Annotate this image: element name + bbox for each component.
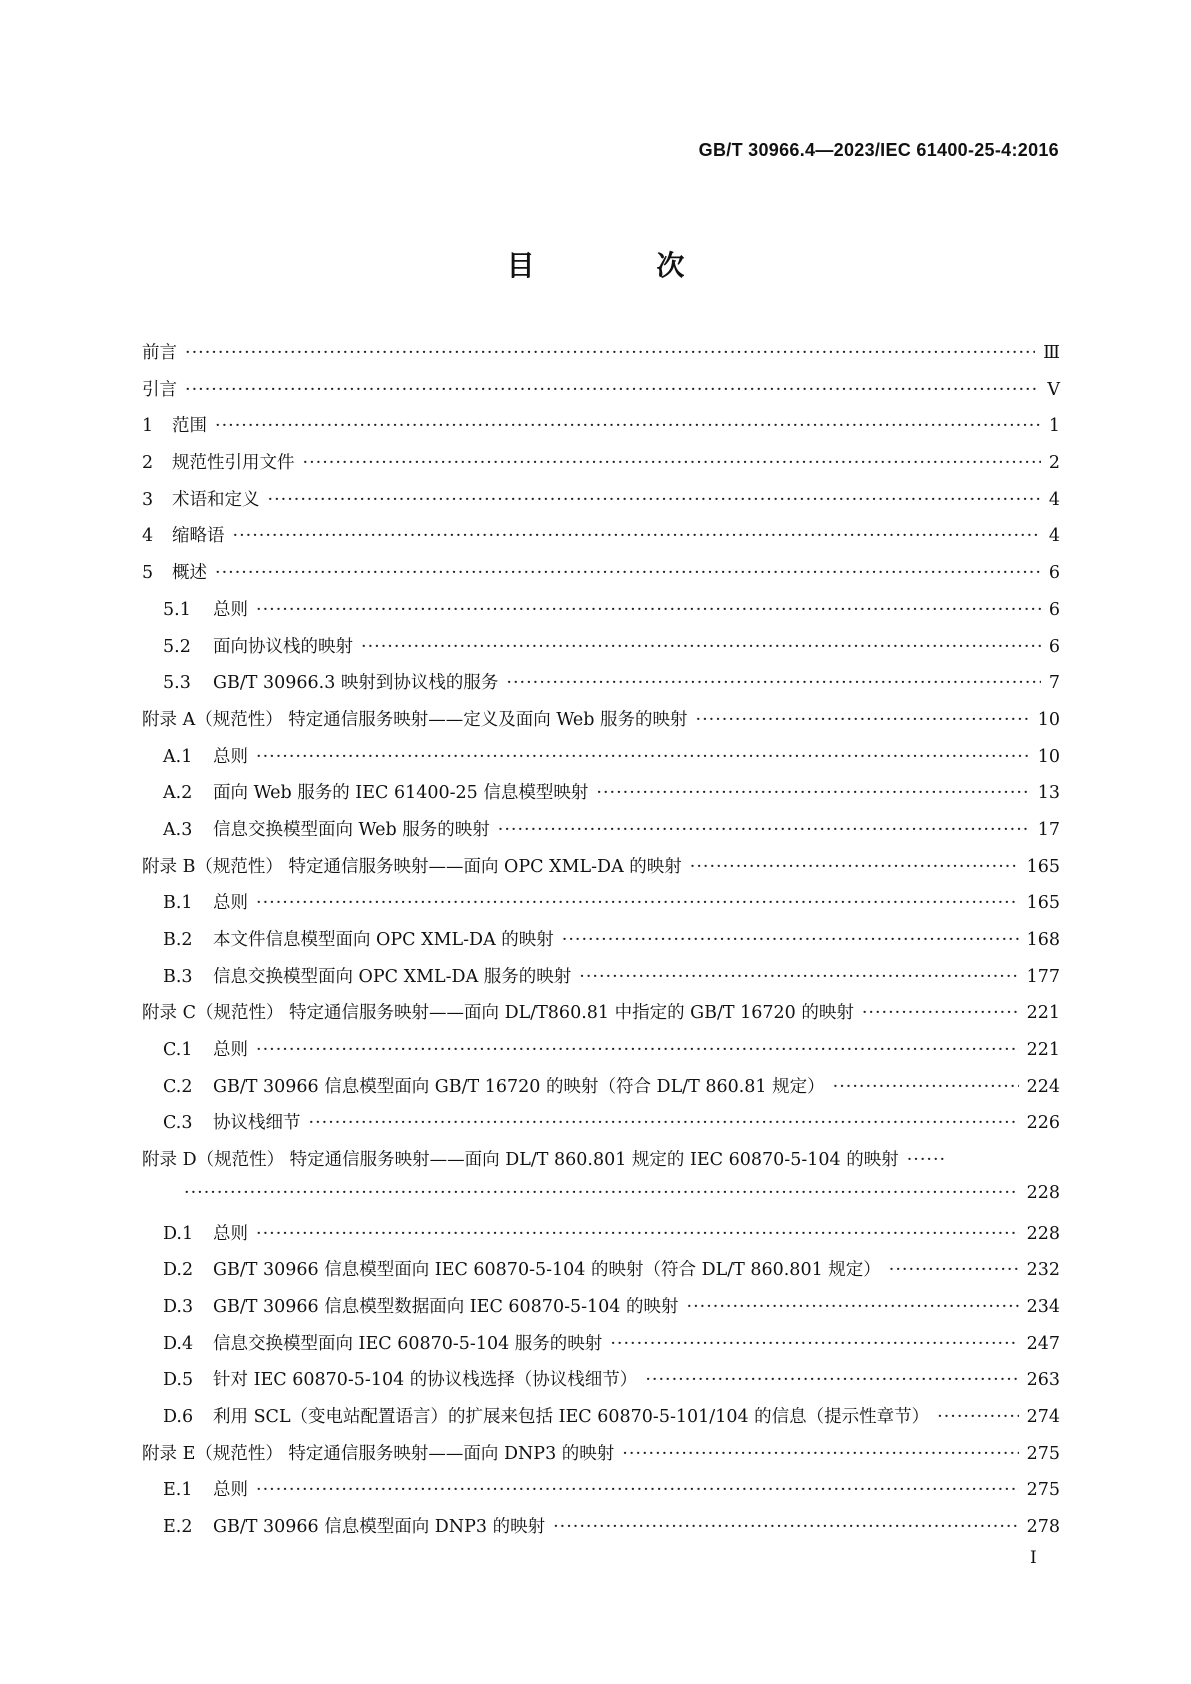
toc-entry-page: 221 — [1026, 1040, 1060, 1061]
leader-dots — [690, 857, 1019, 877]
toc-entry-page: 6 — [1048, 563, 1060, 584]
toc-entry-label: 规范性引用文件 — [172, 453, 295, 474]
toc-entry[interactable] — [142, 376, 1060, 413]
toc-entry-page: 7 — [1048, 673, 1060, 694]
toc-entry[interactable] — [142, 1036, 1060, 1073]
leader-dots — [833, 1077, 1019, 1097]
leader-dots — [889, 1260, 1019, 1280]
toc-entry[interactable] — [142, 596, 1060, 633]
toc-entry-label: 附录 E（规范性） 特定通信服务映射——面向 DNP3 的映射 — [142, 1443, 615, 1464]
toc-entry-label: 概述 — [172, 563, 207, 584]
toc-entry-annex-continuation — [142, 1183, 1060, 1220]
toc-entry-label: 总则 — [213, 746, 248, 767]
toc-entry-label: 面向协议栈的映射 — [213, 636, 353, 657]
toc-entry-number: A.2 — [163, 783, 193, 804]
toc-entry-label: 总则 — [213, 893, 248, 914]
leader-dots — [256, 893, 1019, 913]
toc-entry[interactable] — [142, 1220, 1060, 1257]
toc-entry[interactable] — [142, 1109, 1060, 1146]
toc-entry-label: 范围 — [172, 416, 207, 437]
toc-entry[interactable] — [142, 449, 1060, 486]
toc-entry-label: 附录 B（规范性） 特定通信服务映射——面向 OPC XML-DA 的映射 — [142, 856, 682, 877]
toc-entry-annex[interactable] — [142, 1440, 1060, 1477]
table-of-contents — [142, 339, 1060, 1550]
leader-dots — [562, 930, 1019, 950]
toc-entry-number: D.4 — [163, 1333, 194, 1354]
leader-dots — [506, 673, 1040, 693]
toc-entry-page: 278 — [1026, 1517, 1060, 1537]
leader-dots — [907, 1150, 947, 1170]
leader-dots — [215, 416, 1041, 436]
toc-entry[interactable] — [142, 926, 1060, 963]
toc-entry-page: 247 — [1026, 1333, 1060, 1354]
toc-entry-number: 4 — [142, 526, 154, 547]
toc-entry-annex[interactable] — [142, 1146, 1060, 1183]
standard-number: GB/T 30966.4—2023/IEC 61400-25-4:2016 — [698, 140, 1059, 160]
toc-entry-page: 221 — [1026, 1003, 1060, 1024]
toc-entry[interactable] — [142, 1256, 1060, 1293]
toc-entry-page: 10 — [1037, 746, 1060, 767]
toc-entry-number: E.1 — [163, 1480, 193, 1501]
toc-entry[interactable] — [142, 339, 1060, 376]
leader-dots — [498, 820, 1030, 840]
toc-entry-page: 4 — [1048, 489, 1060, 510]
toc-entry-label: 总则 — [213, 1480, 248, 1501]
toc-entry-number: 2 — [142, 453, 154, 474]
toc-entry-page: 17 — [1037, 819, 1060, 840]
leader-dots — [256, 1224, 1019, 1244]
leader-dots — [233, 526, 1041, 546]
toc-entry-page: 168 — [1026, 930, 1060, 950]
toc-entry-page: 6 — [1048, 636, 1060, 657]
toc-entry-label: GB/T 30966 信息模型数据面向 IEC 60870-5-104 的映射 — [213, 1296, 679, 1317]
leader-dots — [184, 1183, 1019, 1203]
toc-entry-page: 165 — [1026, 856, 1060, 877]
leader-dots — [687, 1297, 1019, 1317]
toc-entry-page: 274 — [1026, 1406, 1060, 1427]
toc-entry-number: D.3 — [163, 1296, 194, 1317]
toc-entry-number: D.6 — [163, 1406, 194, 1427]
toc-entry-number: E.2 — [163, 1517, 193, 1537]
toc-entry[interactable] — [142, 1403, 1060, 1440]
toc-entry-label: GB/T 30966 信息模型面向 GB/T 16720 的映射（符合 DL/T 860.81 规定） — [213, 1076, 825, 1097]
leader-dots — [579, 967, 1018, 987]
leader-dots — [862, 1003, 1019, 1023]
toc-entry-page: 263 — [1026, 1370, 1060, 1391]
toc-entry-label: 总则 — [213, 1223, 248, 1244]
toc-entry-annex[interactable] — [142, 999, 1060, 1036]
toc-entry-page: 275 — [1026, 1443, 1060, 1464]
toc-entry-number: 5 — [142, 563, 154, 584]
leader-dots — [256, 600, 1041, 620]
toc-entry[interactable] — [142, 669, 1060, 706]
leader-dots — [256, 1040, 1019, 1060]
toc-entry-page: 6 — [1048, 599, 1060, 620]
toc-entry[interactable] — [142, 1513, 1060, 1550]
toc-entry-number: A.1 — [163, 746, 193, 767]
toc-entry-annex[interactable] — [142, 853, 1060, 890]
toc-entry-label: 针对 IEC 60870-5-104 的协议栈选择（协议栈细节） — [213, 1370, 638, 1391]
toc-entry-page: 10 — [1037, 709, 1060, 730]
leader-dots — [622, 1444, 1018, 1464]
toc-entry-page: 275 — [1026, 1480, 1060, 1501]
toc-entry-page: Ⅴ — [1047, 379, 1060, 400]
leader-dots — [185, 380, 1039, 400]
toc-entry-label: 附录 D（规范性） 特定通信服务映射——面向 DL/T 860.801 规定的 IEC 60870-5-104 的映射 — [142, 1150, 899, 1171]
toc-entry-page: 228 — [1026, 1182, 1060, 1203]
leader-dots — [215, 563, 1041, 583]
toc-entry-page: 228 — [1026, 1223, 1060, 1244]
leader-dots — [696, 710, 1030, 730]
toc-entry-number: 3 — [142, 489, 154, 510]
toc-entry-label: 附录 C（规范性） 特定通信服务映射——面向 DL/T860.81 中指定的 GB/T 16720 的映射 — [142, 1003, 854, 1024]
leader-dots — [937, 1407, 1018, 1427]
toc-entry-label: 引言 — [142, 379, 177, 400]
toc-entry[interactable] — [142, 1476, 1060, 1513]
toc-entry-label: GB/T 30966.3 映射到协议栈的服务 — [213, 673, 499, 694]
toc-entry-number: D.2 — [163, 1260, 194, 1281]
toc-entry-page: 165 — [1026, 893, 1060, 914]
toc-entry-number: B.3 — [163, 966, 193, 987]
toc-entry-label: 信息交换模型面向 Web 服务的映射 — [213, 819, 490, 840]
toc-entry[interactable] — [142, 522, 1060, 559]
toc-entry-page: 4 — [1048, 526, 1060, 547]
toc-entry-label: 信息交换模型面向 IEC 60870-5-104 服务的映射 — [213, 1333, 603, 1354]
toc-entry[interactable] — [142, 816, 1060, 853]
toc-entry[interactable] — [142, 779, 1060, 816]
toc-entry-page: 13 — [1037, 783, 1060, 804]
toc-entry-label: 总则 — [213, 599, 248, 620]
toc-entry-number: D.1 — [163, 1223, 194, 1244]
toc-entry-number: C.1 — [163, 1040, 193, 1061]
toc-entry-number: 5.3 — [163, 673, 191, 694]
toc-entry-page: Ⅲ — [1043, 343, 1060, 363]
toc-entry-number: B.1 — [163, 893, 193, 914]
leader-dots — [645, 1370, 1018, 1390]
toc-entry[interactable] — [142, 633, 1060, 670]
leader-dots — [553, 1517, 1019, 1537]
toc-entry-annex[interactable] — [142, 706, 1060, 743]
toc-entry-label: 前言 — [142, 343, 177, 363]
leader-dots — [268, 490, 1041, 510]
toc-entry-number: B.2 — [163, 930, 193, 950]
toc-entry[interactable] — [142, 412, 1060, 449]
toc-entry[interactable] — [142, 963, 1060, 1000]
toc-entry-label: GB/T 30966 信息模型面向 IEC 60870-5-104 的映射（符合 DL/T 860.801 规定） — [213, 1260, 881, 1281]
toc-entry[interactable] — [142, 743, 1060, 780]
toc-entry[interactable] — [142, 1073, 1060, 1110]
toc-entry-page: 177 — [1026, 966, 1060, 987]
toc-entry-label: 信息交换模型面向 OPC XML-DA 服务的映射 — [213, 966, 572, 987]
toc-entry-page: 232 — [1026, 1260, 1060, 1281]
toc-entry[interactable] — [142, 559, 1060, 596]
toc-entry[interactable] — [142, 889, 1060, 926]
leader-dots — [256, 747, 1030, 767]
toc-entry[interactable] — [142, 1366, 1060, 1403]
page-number: I — [1030, 1548, 1037, 1568]
toc-entry-label: 术语和定义 — [172, 489, 260, 510]
toc-entry-label: 协议栈细节 — [213, 1113, 301, 1134]
leader-dots — [303, 453, 1041, 473]
toc-entry-label: 面向 Web 服务的 IEC 61400-25 信息模型映射 — [213, 783, 589, 804]
toc-entry-page: 2 — [1048, 453, 1060, 474]
toc-entry-label: 总则 — [213, 1040, 248, 1061]
toc-entry-page: 1 — [1048, 416, 1060, 437]
page-title: 目 次 — [506, 249, 741, 282]
toc-entry-label: 缩略语 — [172, 526, 225, 547]
leader-dots — [361, 637, 1041, 657]
leader-dots — [256, 1480, 1019, 1500]
toc-entry-number: C.3 — [163, 1113, 193, 1134]
toc-entry-page: 234 — [1026, 1296, 1060, 1317]
toc-entry-label: GB/T 30966 信息模型面向 DNP3 的映射 — [213, 1517, 546, 1537]
toc-entry-number: C.2 — [163, 1076, 193, 1097]
leader-dots — [185, 343, 1035, 363]
toc-entry-page: 226 — [1026, 1113, 1060, 1134]
leader-dots — [596, 783, 1029, 803]
toc-entry[interactable] — [142, 486, 1060, 523]
leader-dots — [309, 1113, 1019, 1133]
toc-entry-number: D.5 — [163, 1370, 194, 1391]
leader-dots — [610, 1334, 1018, 1354]
toc-entry[interactable] — [142, 1330, 1060, 1367]
toc-entry-label: 附录 A（规范性） 特定通信服务映射——定义及面向 Web 服务的映射 — [142, 709, 688, 730]
toc-entry-number: 1 — [142, 416, 154, 437]
toc-entry-page: 224 — [1026, 1076, 1060, 1097]
toc-entry[interactable] — [142, 1293, 1060, 1330]
toc-entry-label: 利用 SCL（变电站配置语言）的扩展来包括 IEC 60870-5-101/104 的信息（提示性章节） — [213, 1406, 930, 1427]
toc-entry-number: 5.1 — [163, 599, 191, 620]
toc-entry-label: 本文件信息模型面向 OPC XML-DA 的映射 — [213, 930, 554, 950]
toc-entry-number: 5.2 — [163, 636, 191, 657]
toc-entry-number: A.3 — [163, 819, 193, 840]
